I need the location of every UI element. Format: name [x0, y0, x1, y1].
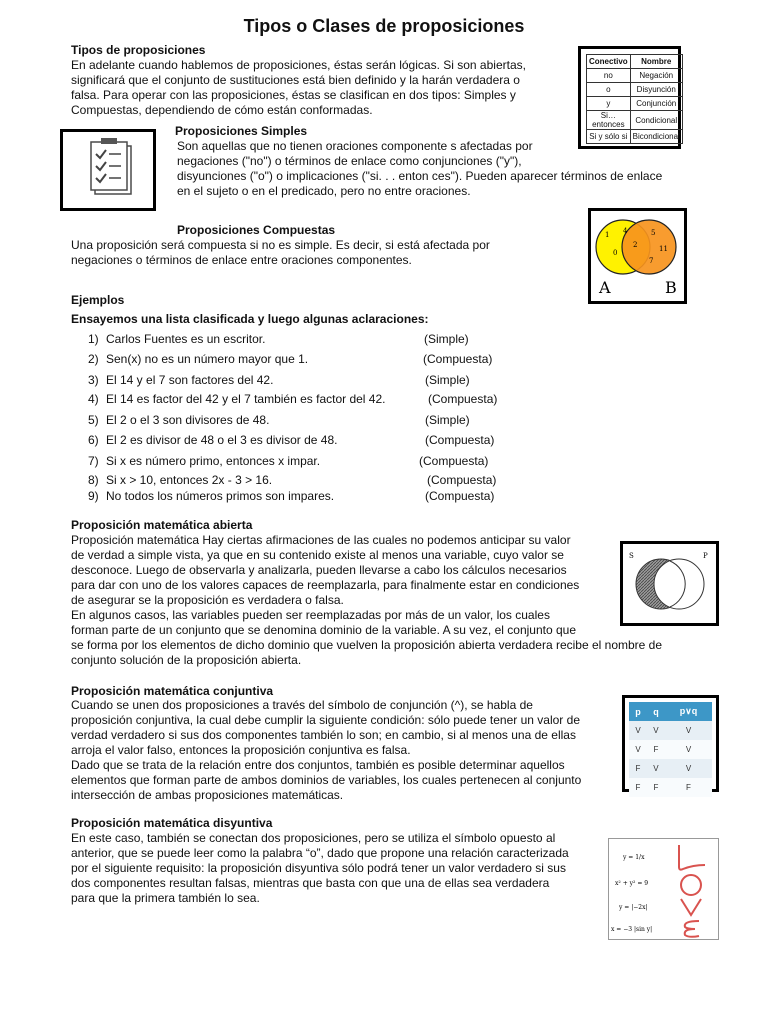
text-line: se forma por los elementos de dicho dominio que vuelven la proposición abierta verdadera recibe el nombre de — [71, 638, 663, 652]
item-text: El 2 es divisor de 48 o el 3 es divisor de 48. — [106, 433, 338, 447]
text-line: disyunciones ("o") o implicaciones ("si. . . enton ces"). Pueden aparecer términos de enlace — [177, 169, 663, 183]
venn-diagram-ab-image — [588, 208, 687, 304]
item-number: 1) — [88, 332, 99, 346]
venn-number: 4 — [623, 227, 628, 235]
text-line: Cuando se unen dos proposiciones a través del símbolo de conjunción (^), se habla de — [71, 698, 533, 712]
item-class: (Compuesta) — [423, 352, 493, 366]
truth-table-image — [622, 695, 719, 792]
item-text: Carlos Fuentes es un escritor. — [106, 332, 266, 346]
page-title: Tipos o Clases de proposiciones — [243, 16, 525, 36]
heading-conjuntiva: Proposición matemática conjuntiva — [71, 684, 274, 698]
text-line: verdad verdadero si sus dos componentes también lo son; en cambio, si al menos una de ellas — [71, 728, 576, 742]
venn-sp-diagram — [623, 544, 716, 623]
item-text: El 2 o el 3 son divisores de 48. — [106, 413, 270, 427]
paragraph-conjuntiva — [71, 698, 581, 803]
table-cell: F — [647, 778, 665, 797]
item-text: El 14 es factor del 42 y el 7 también es factor del 42. — [106, 392, 386, 406]
text-line: En este caso, también se conectan dos proposiciones, pero se utiliza el símbolo opuesto al — [71, 831, 556, 845]
item-class: (Compuesta) — [427, 473, 497, 487]
table-cell: Conjunción — [630, 97, 682, 111]
table-cell: Disyunción — [630, 83, 682, 97]
item-number: 8) — [88, 473, 99, 487]
text-line: en el sujeto o en el predicado, pero no entre oraciones. — [177, 184, 471, 198]
table-cell: Condicional — [630, 111, 682, 130]
love-v-shape — [681, 899, 701, 915]
item-number: 9) — [88, 489, 99, 503]
text-line: forman parte de un conjunto que se denomina dominio de la variable. A su vez, el conjunto que — [71, 623, 577, 637]
table-header: q — [647, 702, 665, 721]
table-cell: V — [647, 759, 665, 778]
venn-p-circle — [654, 559, 704, 609]
text-line: En adelante cuando hablemos de proposiciones, éstas serán lógicas. Si son abiertas, — [71, 58, 526, 72]
formula-text: y = |−2x| — [619, 904, 648, 911]
text-line: falsa. Para operar con las proposiciones, éstas se clasifican en dos tipos: Simples y — [71, 88, 516, 102]
love-e-curve — [685, 921, 699, 937]
item-number: 7) — [88, 454, 99, 468]
text-line: de verdad a simple vista, ya que en su contenido existe al menos una variable, cuyo valor se — [71, 548, 564, 562]
text-line: proposición conjuntiva, la cual debe cumplir la siguiente condición: sólo puede tener un valor de — [71, 713, 580, 727]
table-cell: V — [629, 740, 647, 759]
table-cell: Bicondicional — [630, 130, 682, 144]
text-line: intersección de ambas proposiciones matemáticas. — [71, 788, 344, 802]
table-cell: F — [647, 740, 665, 759]
venn-label-p: P — [703, 552, 708, 560]
heading-compuestas: Proposiciones Compuestas — [177, 223, 336, 237]
formula-text: x = −3 |sin y| — [611, 926, 653, 933]
table-cell: no — [587, 69, 631, 83]
item-class: (Simple) — [424, 332, 469, 346]
connective-table-image — [578, 46, 681, 149]
formula-text: x² + y² = 9 — [615, 880, 649, 887]
item-number: 4) — [88, 392, 99, 406]
heading-ejemplos: Ejemplos — [71, 293, 125, 307]
text-line: por el siguiente requisito: la proposición disyuntiva sólo podrá tener un valor verdadero si sus — [71, 861, 566, 875]
table-cell: F — [665, 778, 712, 797]
connective-table — [586, 54, 683, 144]
item-text: Si x es número primo, entonces x impar. — [106, 454, 321, 468]
checklist-icon — [63, 132, 153, 208]
text-line: significará que el conjunto de sustituciones está bien definido y la harán verdadera o — [71, 73, 520, 87]
item-number: 2) — [88, 352, 99, 366]
text-line: dos componentes resultan falsas, mientras que basta con que una de ellas sea verdadera — [71, 876, 550, 890]
table-header: p — [629, 702, 647, 721]
table-cell: Negación — [630, 69, 682, 83]
venn-label-s: S — [629, 552, 634, 560]
text-line: negaciones ("no") o términos de enlace como conjunciones ("y"), — [177, 154, 522, 168]
table-header: Conectivo — [587, 55, 631, 69]
venn-number: 7 — [649, 257, 654, 265]
text-line: elementos que forman parte de ambos dominios de variables, los cuales pertenecen al conjunto — [71, 773, 582, 787]
love-l-curve — [679, 845, 705, 870]
item-text: Si x > 10, entonces 2x - 3 > 16. — [106, 473, 273, 487]
table-cell: V — [665, 740, 712, 759]
venn-label-a: A — [599, 278, 611, 297]
text-line: anterior, que se puede leer como la palabra “o”, dado que propone una relación caracterizada — [71, 846, 569, 860]
heading-simples: Proposiciones Simples — [175, 124, 308, 138]
love-o-circle — [681, 875, 701, 895]
table-cell: Si y sólo si — [587, 130, 631, 144]
paragraph-compuestas — [71, 238, 490, 268]
checklist-image — [60, 129, 156, 211]
heading-abierta: Proposición matemática abierta — [71, 518, 253, 532]
venn-number: 5 — [651, 229, 656, 237]
paragraph-disyuntiva — [71, 831, 569, 906]
text-line: Compuestas, dependiendo de cómo están conformadas. — [71, 103, 373, 117]
text-line: arroja el valor falso, entonces la proposición conjuntiva es falsa. — [71, 743, 411, 757]
text-line: Dado que se trata de la relación entre dos conjuntos, también es posible determinar aquellos — [71, 758, 565, 772]
item-text: Sen(x) no es un número mayor que 1. — [106, 352, 309, 366]
table-cell: y — [587, 97, 631, 111]
item-text: No todos los números primos son impares. — [106, 489, 335, 503]
text-line: En algunos casos, las variables pueden ser reemplazadas por más de un valor, los cuales — [71, 608, 550, 622]
text-line: Proposición matemática Hay ciertas afirmaciones de las cuales no podemos anticipar su valor — [71, 533, 571, 547]
venn-number: 0 — [613, 249, 618, 257]
table-cell: F — [629, 759, 647, 778]
table-cell: V — [629, 721, 647, 740]
item-class: (Compuesta) — [419, 454, 489, 468]
item-text: El 14 y el 7 son factores del 42. — [106, 373, 274, 387]
table-cell: F — [629, 778, 647, 797]
heading-disyuntiva: Proposición matemática disyuntiva — [71, 816, 273, 830]
table-cell: V — [665, 721, 712, 740]
love-formulas-graphic — [609, 839, 718, 939]
table-cell: V — [665, 759, 712, 778]
paragraph-abierta — [71, 533, 662, 668]
text-line: para dar con uno de los valores capaces de reemplazarla, para finalmente estar en condiciones — [71, 578, 580, 592]
subheading-ejemplos: Ensayemos una lista clasificada y luego algunas aclaraciones: — [71, 312, 429, 326]
item-class: (Compuesta) — [428, 392, 498, 406]
venn-number: 1 — [605, 231, 610, 239]
table-header: Nombre — [630, 55, 682, 69]
text-line: para que la primera también lo sea. — [71, 891, 260, 905]
item-class: (Compuesta) — [425, 433, 495, 447]
item-number: 3) — [88, 373, 99, 387]
venn-label-b: B — [665, 278, 677, 297]
item-class: (Compuesta) — [425, 489, 495, 503]
venn-ab-diagram — [591, 211, 684, 301]
item-class: (Simple) — [425, 413, 470, 427]
venn-number: 2 — [633, 241, 638, 249]
text-line: Son aquellas que no tienen oraciones componente s afectadas por — [177, 139, 533, 153]
text-line: negaciones o términos de enlace entre oraciones componentes. — [71, 253, 412, 267]
text-line: desconoce. Luego de observarla y analizarla, pueden llevarse a cabo los cálculos necesarios — [71, 563, 567, 577]
love-math-image — [608, 838, 719, 940]
paragraph-tipos — [71, 58, 526, 118]
venn-diagram-sp-image — [620, 541, 719, 626]
table-header: p∨q — [665, 702, 712, 721]
heading-tipos: Tipos de proposiciones — [71, 43, 206, 57]
item-number: 5) — [88, 413, 99, 427]
table-cell: V — [647, 721, 665, 740]
paragraph-simples — [177, 139, 662, 199]
item-number: 6) — [88, 433, 99, 447]
text-line: Una proposición será compuesta si no es simple. Es decir, si está afectada por — [71, 238, 490, 252]
item-class: (Simple) — [425, 373, 470, 387]
formula-text: y = 1/x — [623, 854, 645, 861]
text-line: conjunto solución de la proposición abierta. — [71, 653, 302, 667]
venn-number: 11 — [659, 245, 668, 253]
truth-table — [629, 702, 712, 797]
text-line: de asegurar se la proposición es verdadera o falsa. — [71, 593, 344, 607]
table-cell: Si…entonces — [587, 111, 631, 130]
table-cell: o — [587, 83, 631, 97]
